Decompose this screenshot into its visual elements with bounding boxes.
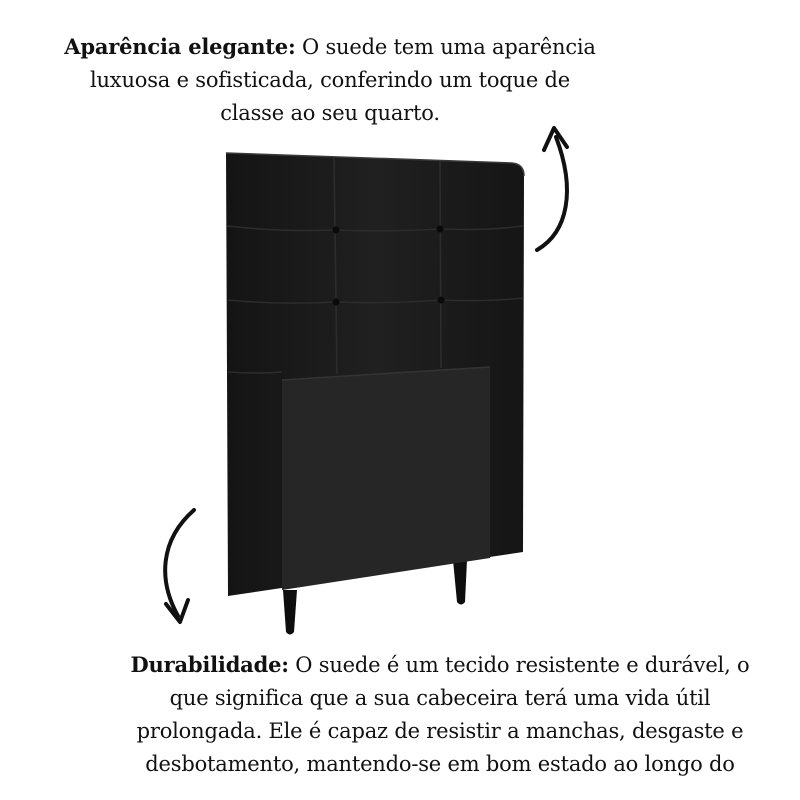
bottom-caption [80, 648, 800, 781]
bottom-caption-line-3: prolongada. Ele é capaz de resistir a manchas, desgaste e [136, 719, 744, 743]
headboard-lower-panel [282, 367, 490, 590]
bottom-caption-line-2: que significa que a sua cabeceira terá uma vida útil [169, 686, 711, 710]
bottom-caption-heading: Durabilidade: [130, 652, 289, 677]
bottom-caption-line-1: O suede é um tecido resistente e durável, o [288, 653, 750, 677]
top-caption-line-2: luxuosa e sofisticada, conferindo um toque de [89, 68, 571, 92]
headboard-leg-right [453, 560, 467, 605]
bottom-caption-line-4: desbotamento, mantendo-se em bom estado ao longo do [145, 752, 735, 776]
top-caption-line-1: O suede tem uma aparência [295, 35, 596, 59]
headboard-leg-left [283, 590, 297, 635]
top-caption-line-3: classe ao seu quarto. [220, 101, 440, 125]
top-caption-heading: Aparência elegante: [64, 34, 296, 59]
